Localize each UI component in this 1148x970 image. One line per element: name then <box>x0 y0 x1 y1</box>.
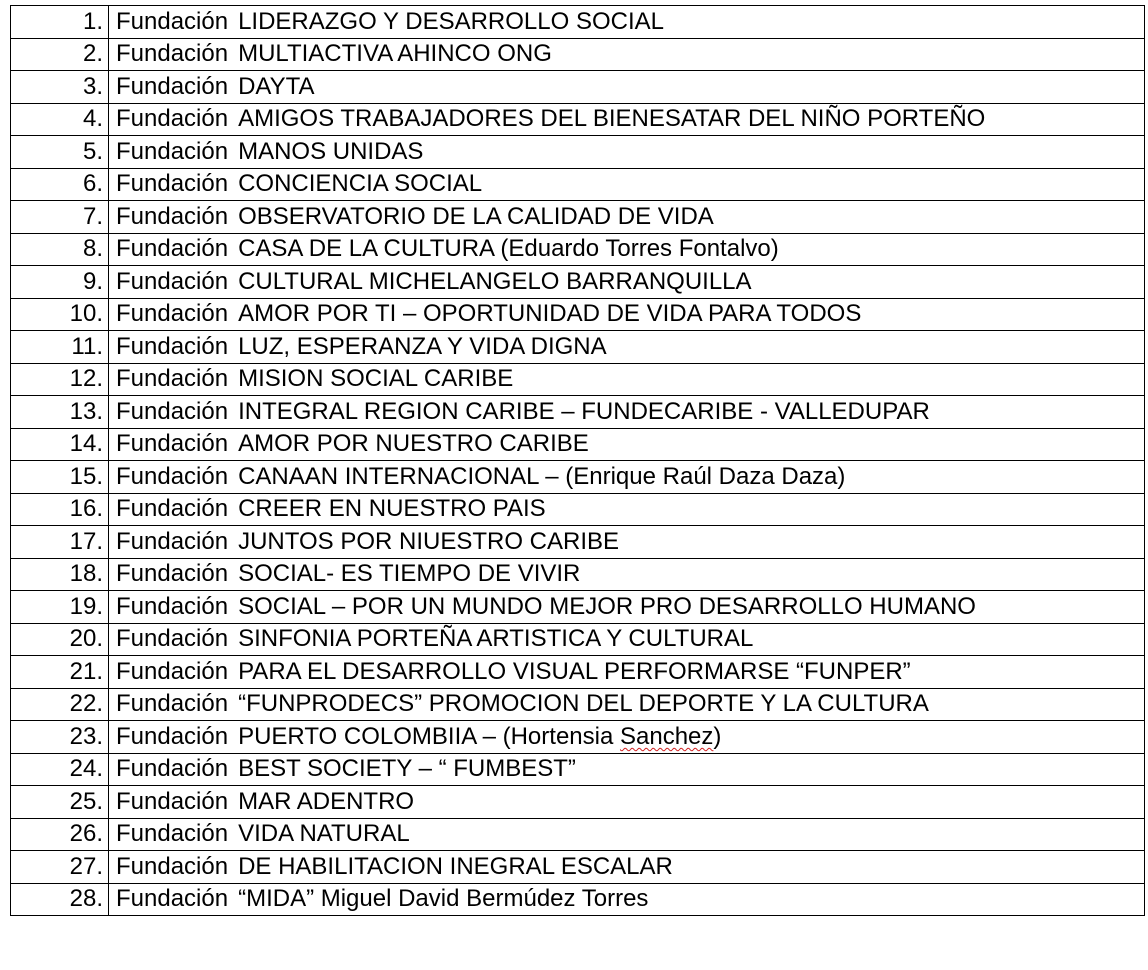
table-row <box>11 818 1145 851</box>
foundation-name-cell <box>109 623 1145 656</box>
row-number: 13. <box>11 396 109 429</box>
foundation-name-cell <box>109 558 1145 591</box>
foundation-prefix: Fundación <box>116 40 229 68</box>
table-row <box>11 558 1145 591</box>
foundation-name: MAR ADENTRO <box>238 787 415 815</box>
row-number: 23. <box>11 721 109 754</box>
spellcheck-flagged-word: Sanchez <box>619 722 714 750</box>
table-row <box>11 396 1145 429</box>
foundation-name: SOCIAL- ES TIEMPO DE VIVIR <box>238 560 581 588</box>
foundation-name-cell <box>109 396 1145 429</box>
foundations-table <box>10 5 1145 916</box>
row-number: 8. <box>11 233 109 266</box>
foundation-prefix: Fundación <box>116 495 229 523</box>
foundation-name-cell <box>109 591 1145 624</box>
row-number: 2. <box>11 38 109 71</box>
foundation-name: INTEGRAL REGION CARIBE – FUNDECARIBE - VALLEDUPAR <box>238 397 930 425</box>
table-row <box>11 721 1145 754</box>
table-row <box>11 786 1145 819</box>
table-row <box>11 71 1145 104</box>
row-number: 7. <box>11 201 109 234</box>
row-number: 18. <box>11 558 109 591</box>
foundation-prefix: Fundación <box>116 690 229 718</box>
foundation-name: LIDERAZGO Y DESARROLLO SOCIAL <box>238 7 664 35</box>
foundation-name-cell <box>109 298 1145 331</box>
table-row <box>11 38 1145 71</box>
table-row <box>11 851 1145 884</box>
foundation-name-cell <box>109 851 1145 884</box>
row-number: 27. <box>11 851 109 884</box>
foundation-prefix: Fundación <box>116 560 229 588</box>
foundation-name: CULTURAL MICHELANGELO BARRANQUILLA <box>238 267 752 295</box>
foundation-name: MULTIACTIVA AHINCO ONG <box>238 40 552 68</box>
foundation-prefix: Fundación <box>116 430 229 458</box>
row-number: 16. <box>11 493 109 526</box>
foundation-name: SINFONIA PORTEÑA ARTISTICA Y CULTURAL <box>238 625 754 653</box>
table-row <box>11 331 1145 364</box>
table-row <box>11 363 1145 396</box>
foundations-table-body <box>11 6 1145 916</box>
row-number: 17. <box>11 526 109 559</box>
document-page <box>10 5 1144 916</box>
table-row <box>11 688 1145 721</box>
table-row <box>11 136 1145 169</box>
foundation-name: JUNTOS POR NIUESTRO CARIBE <box>238 527 620 555</box>
foundation-prefix: Fundación <box>116 300 229 328</box>
foundation-name: CONCIENCIA SOCIAL <box>238 170 483 198</box>
foundation-name: SOCIAL – POR UN MUNDO MEJOR PRO DESARROLLO HUMANO <box>238 592 976 620</box>
table-row <box>11 753 1145 786</box>
foundation-prefix: Fundación <box>116 7 229 35</box>
foundation-name-cell <box>109 266 1145 299</box>
foundation-name: MANOS UNIDAS <box>238 137 424 165</box>
foundation-name: PUERTO COLOMBIIA – (Hortensia Sanchez) <box>238 722 722 750</box>
foundation-prefix: Fundación <box>116 820 229 848</box>
foundation-name: LUZ, ESPERANZA Y VIDA DIGNA <box>238 332 607 360</box>
row-number: 22. <box>11 688 109 721</box>
row-number: 20. <box>11 623 109 656</box>
row-number: 1. <box>11 6 109 39</box>
foundation-name-cell <box>109 363 1145 396</box>
row-number: 21. <box>11 656 109 689</box>
foundation-name-cell <box>109 428 1145 461</box>
foundation-prefix: Fundación <box>116 625 229 653</box>
foundation-name: DAYTA <box>238 72 315 100</box>
foundation-name-cell <box>109 168 1145 201</box>
table-row <box>11 526 1145 559</box>
foundation-name-cell <box>109 201 1145 234</box>
table-row <box>11 298 1145 331</box>
foundation-prefix: Fundación <box>116 592 229 620</box>
table-row <box>11 266 1145 299</box>
foundation-prefix: Fundación <box>116 365 229 393</box>
foundation-name-cell <box>109 493 1145 526</box>
foundation-prefix: Fundación <box>116 332 229 360</box>
row-number: 9. <box>11 266 109 299</box>
foundation-prefix: Fundación <box>116 105 229 133</box>
table-row <box>11 883 1145 916</box>
row-number: 19. <box>11 591 109 624</box>
foundation-name-cell <box>109 526 1145 559</box>
table-row <box>11 6 1145 39</box>
foundation-prefix: Fundación <box>116 202 229 230</box>
row-number: 24. <box>11 753 109 786</box>
foundation-name-cell <box>109 71 1145 104</box>
row-number: 12. <box>11 363 109 396</box>
table-row <box>11 461 1145 494</box>
row-number: 14. <box>11 428 109 461</box>
row-number: 28. <box>11 883 109 916</box>
foundation-name: AMOR POR TI – OPORTUNIDAD DE VIDA PARA TODOS <box>238 300 862 328</box>
foundation-name: DE HABILITACION INEGRAL ESCALAR <box>238 852 673 880</box>
foundation-name-cell <box>109 721 1145 754</box>
row-number: 25. <box>11 786 109 819</box>
foundation-name-cell <box>109 688 1145 721</box>
foundation-name: VIDA NATURAL <box>238 820 410 848</box>
foundation-name: AMOR POR NUESTRO CARIBE <box>238 430 589 458</box>
row-number: 6. <box>11 168 109 201</box>
foundation-prefix: Fundación <box>116 657 229 685</box>
foundation-name-cell <box>109 38 1145 71</box>
foundation-name-cell <box>109 461 1145 494</box>
foundation-name-cell <box>109 883 1145 916</box>
foundation-prefix: Fundación <box>116 462 229 490</box>
row-number: 15. <box>11 461 109 494</box>
foundation-name: “MIDA” Miguel David Bermúdez Torres <box>238 885 649 913</box>
row-number: 4. <box>11 103 109 136</box>
foundation-name-cell <box>109 753 1145 786</box>
foundation-prefix: Fundación <box>116 170 229 198</box>
foundation-prefix: Fundación <box>116 755 229 783</box>
foundation-name-cell <box>109 656 1145 689</box>
row-number: 26. <box>11 818 109 851</box>
foundation-name: “FUNPRODECS” PROMOCION DEL DEPORTE Y LA CULTURA <box>238 690 929 718</box>
row-number: 5. <box>11 136 109 169</box>
table-row <box>11 656 1145 689</box>
foundation-name-cell <box>109 136 1145 169</box>
foundation-name: MISION SOCIAL CARIBE <box>238 365 514 393</box>
table-row <box>11 201 1145 234</box>
row-number: 10. <box>11 298 109 331</box>
foundation-prefix: Fundación <box>116 885 229 913</box>
table-row <box>11 103 1145 136</box>
foundation-name-cell <box>109 6 1145 39</box>
foundation-prefix: Fundación <box>116 72 229 100</box>
foundation-name-cell <box>109 103 1145 136</box>
foundation-prefix: Fundación <box>116 137 229 165</box>
foundation-prefix: Fundación <box>116 527 229 555</box>
foundation-name-cell <box>109 818 1145 851</box>
foundation-prefix: Fundación <box>116 722 229 750</box>
foundation-name-cell <box>109 233 1145 266</box>
foundation-name: CASA DE LA CULTURA (Eduardo Torres Fontalvo) <box>238 235 779 263</box>
foundation-name: PARA EL DESARROLLO VISUAL PERFORMARSE “FUNPER” <box>238 657 911 685</box>
row-number: 11. <box>11 331 109 364</box>
table-row <box>11 168 1145 201</box>
foundation-name: BEST SOCIETY – “ FUMBEST” <box>238 755 576 783</box>
foundation-prefix: Fundación <box>116 787 229 815</box>
foundation-prefix: Fundación <box>116 235 229 263</box>
table-row <box>11 233 1145 266</box>
foundation-name-cell <box>109 786 1145 819</box>
table-row <box>11 428 1145 461</box>
foundation-prefix: Fundación <box>116 852 229 880</box>
foundation-name: AMIGOS TRABAJADORES DEL BIENESATAR DEL NIÑO PORTEÑO <box>238 105 986 133</box>
row-number: 3. <box>11 71 109 104</box>
foundation-prefix: Fundación <box>116 397 229 425</box>
foundation-name-cell <box>109 331 1145 364</box>
foundation-prefix: Fundación <box>116 267 229 295</box>
foundation-name: CANAAN INTERNACIONAL – (Enrique Raúl Daza Daza) <box>238 462 846 490</box>
table-row <box>11 591 1145 624</box>
foundation-name: OBSERVATORIO DE LA CALIDAD DE VIDA <box>238 202 714 230</box>
table-row <box>11 493 1145 526</box>
foundation-name: CREER EN NUESTRO PAIS <box>238 495 546 523</box>
table-row <box>11 623 1145 656</box>
